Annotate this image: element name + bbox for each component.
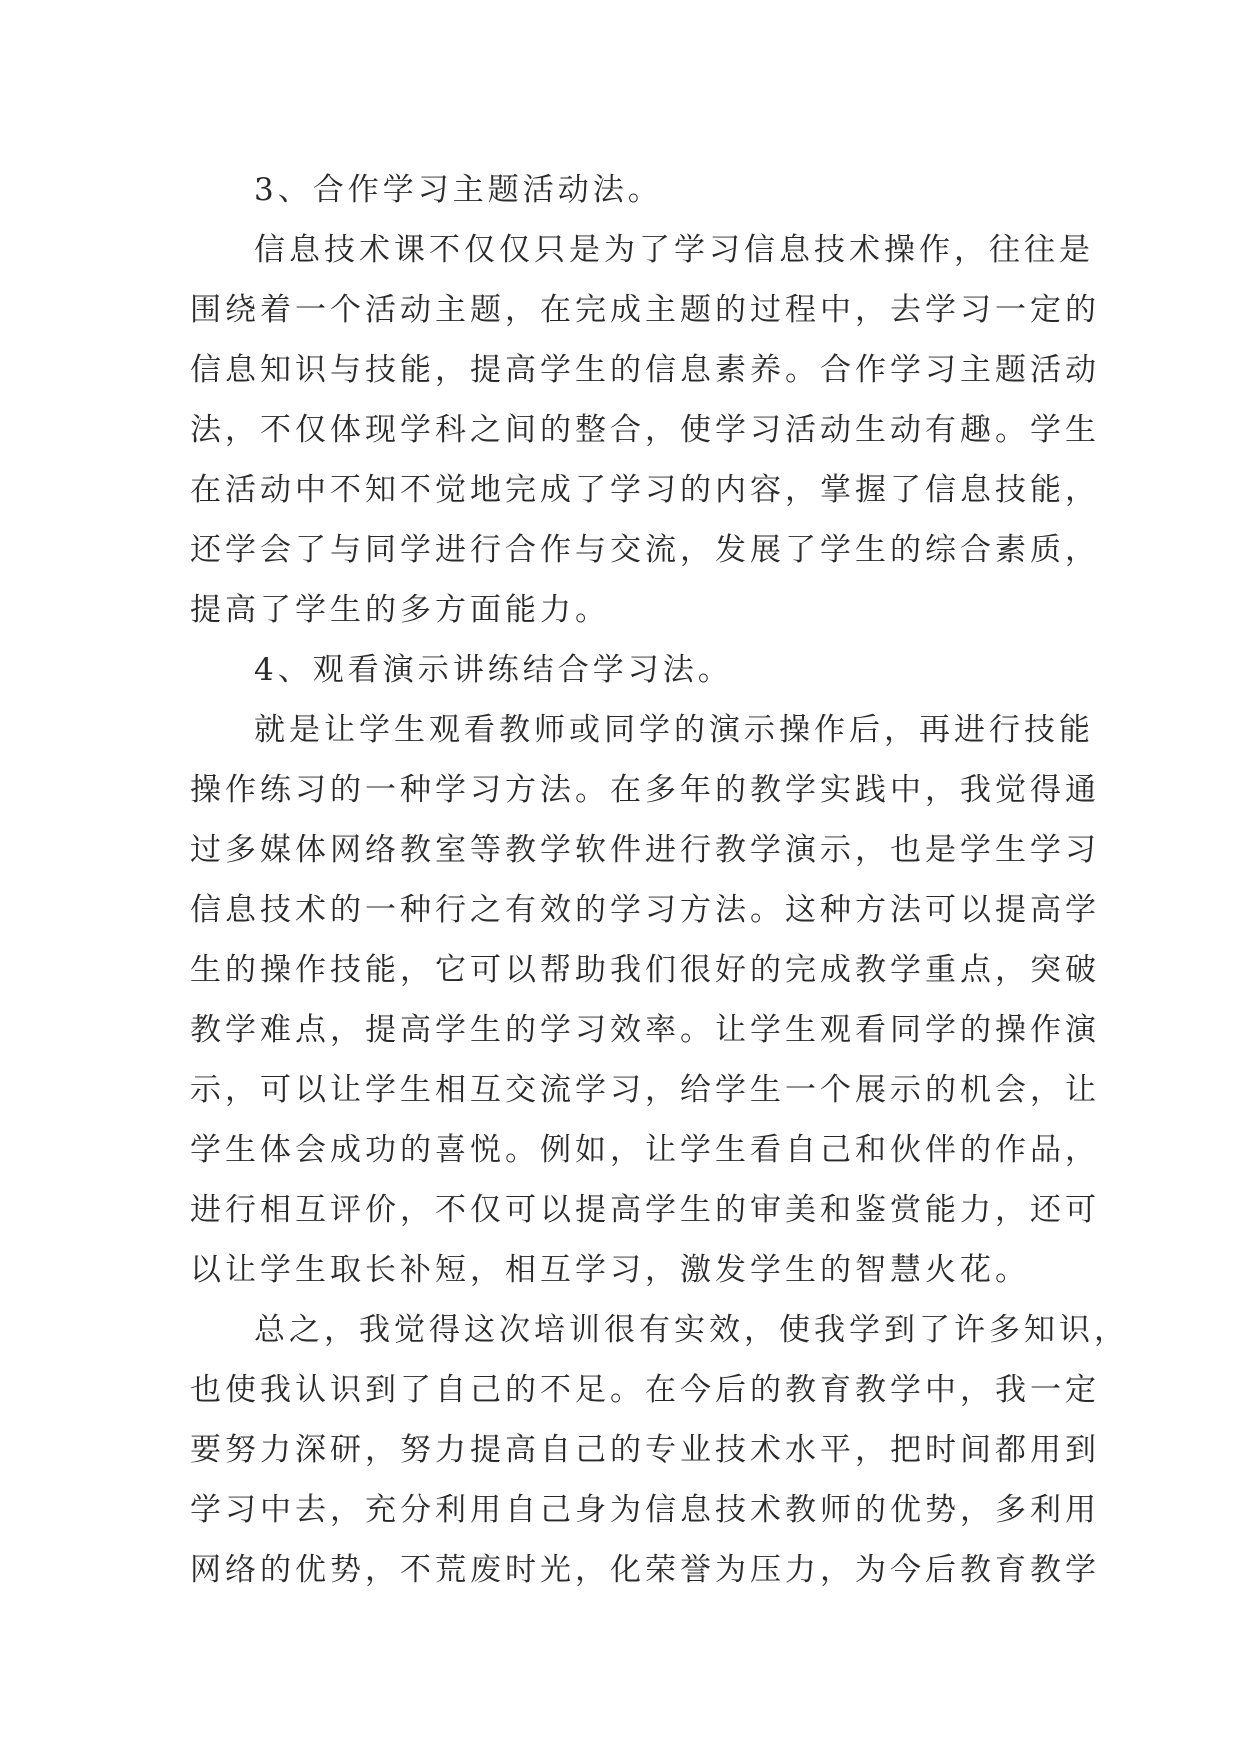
paragraph-line: 以让学生取长补短，相互学习，激发学生的智慧火花。	[190, 1252, 1030, 1288]
conclusion-line: 也使我认识到了自己的不足。在今后的教育教学中，我一定	[190, 1372, 1100, 1408]
paragraph-line: 进行相互评价，不仅可以提高学生的审美和鉴赏能力，还可	[190, 1192, 1100, 1228]
paragraph-line: 操作练习的一种学习方法。在多年的教学实践中，我觉得通	[190, 772, 1100, 808]
paragraph-line: 法，不仅体现学科之间的整合，使学习活动生动有趣。学生	[190, 412, 1100, 448]
paragraph-line: 学生体会成功的喜悦。例如，让学生看自己和伙伴的作品，	[190, 1132, 1100, 1168]
section-heading-3: 3、合作学习主题活动法。	[254, 172, 663, 208]
paragraph-line: 在活动中不知不觉地完成了学习的内容，掌握了信息技能，	[190, 472, 1100, 508]
paragraph-line: 教学难点，提高学生的学习效率。让学生观看同学的操作演	[190, 1012, 1100, 1048]
paragraph-line: 围绕着一个活动主题，在完成主题的过程中，去学习一定的	[190, 292, 1100, 328]
conclusion-line: 要努力深研，努力提高自己的专业技术水平，把时间都用到	[190, 1432, 1100, 1468]
paragraph-line: 生的操作技能，它可以帮助我们很好的完成教学重点，突破	[190, 952, 1100, 988]
document-body	[190, 160, 1129, 1600]
paragraph-line: 信息技术的一种行之有效的学习方法。这种方法可以提高学	[190, 892, 1100, 928]
paragraph-line: 信息技术课不仅仅只是为了学习信息技术操作，往往是	[254, 232, 1094, 268]
paragraph-line: 过多媒体网络教室等教学软件进行教学演示，也是学生学习	[190, 832, 1100, 868]
conclusion-line: 学习中去，充分利用自己身为信息技术教师的优势，多利用	[190, 1492, 1100, 1528]
paragraph-line: 提高了学生的多方面能力。	[190, 592, 610, 628]
paragraph-line: 信息知识与技能，提高学生的信息素养。合作学习主题活动	[190, 352, 1100, 388]
paragraph-line: 就是让学生观看教师或同学的演示操作后，再进行技能	[254, 712, 1094, 748]
conclusion-line: 总之，我觉得这次培训很有实效，使我学到了许多知识，	[254, 1312, 1129, 1348]
conclusion-line: 网络的优势，不荒废时光，化荣誉为压力，为今后教育教学	[190, 1552, 1100, 1588]
paragraph-line: 示，可以让学生相互交流学习，给学生一个展示的机会，让	[190, 1072, 1100, 1108]
section-heading-4: 4、观看演示讲练结合学习法。	[254, 652, 733, 688]
paragraph-line: 还学会了与同学进行合作与交流，发展了学生的综合素质，	[190, 532, 1100, 568]
